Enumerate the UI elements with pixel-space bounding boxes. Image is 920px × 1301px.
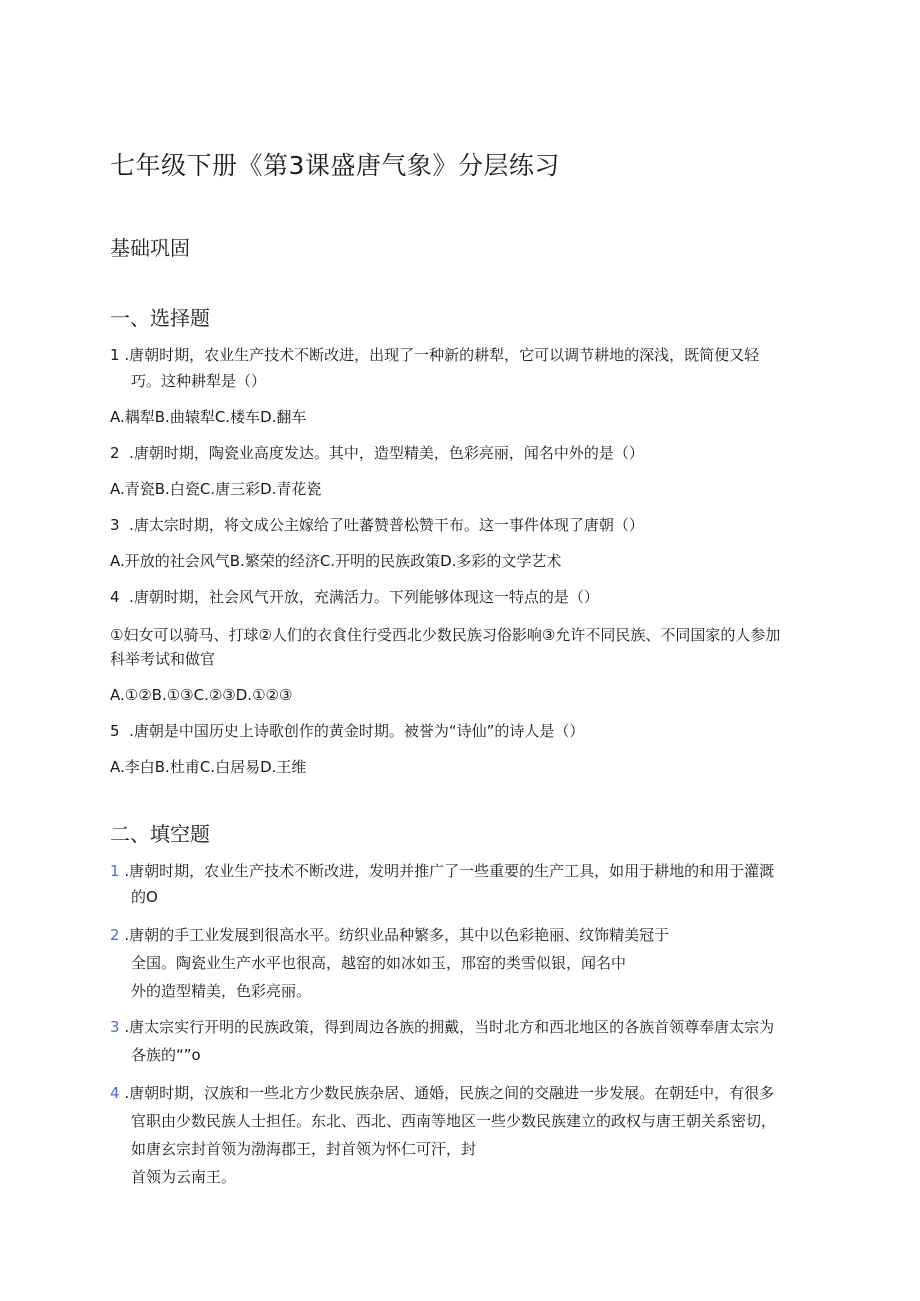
fill-question-2-cont-1: 全国。陶瓷业生产水平也很高，越窑的如冰如玉，邢窑的类雪似银，闻名中 bbox=[131, 954, 627, 972]
fill-question-1: 1 .唐朝时期，农业生产技术不断改进，发明并推广了一些重要的生产工具，如用于耕地的和用于灌溉 bbox=[110, 862, 775, 880]
choice-options-5: A.李白B.杜甫C.白居易D.王维 bbox=[110, 758, 307, 776]
choice-options-4: A.①②B.①③C.②③D.①②③ bbox=[110, 686, 293, 704]
fill-question-4-cont-3: 首领为云南王。 bbox=[131, 1168, 237, 1186]
fill-question-4-cont-1: 官职由少数民族人士担任。东北、西北、西南等地区一些少数民族建立的政权与唐王朝关系密切， bbox=[131, 1112, 777, 1130]
fill-question-2-cont-2: 外的造型精美，色彩亮丽。 bbox=[131, 982, 312, 1000]
fill-question-1-cont: 的O bbox=[131, 888, 158, 906]
choice-question-1-cont: 巧。这种耕犁是（） bbox=[131, 372, 267, 390]
choice-options-3: A.开放的社会风气B.繁荣的经济C.开明的民族政策D.多彩的文学艺术 bbox=[110, 552, 562, 570]
fill-question-4-cont-2: 如唐玄宗封首领为渤海郡王，封首领为怀仁可汗，封 bbox=[131, 1140, 477, 1158]
choice-question-2: 2 .唐朝时期，陶瓷业高度发达。其中，造型精美，色彩亮丽，闻名中外的是（） bbox=[110, 444, 644, 462]
section-fill-heading: 二、填空题 bbox=[110, 822, 210, 846]
fill-question-3: 3 .唐太宗实行开明的民族政策，得到周边各族的拥戴，当时北方和西北地区的各族首领尊奉唐太宗为 bbox=[110, 1018, 775, 1036]
choice-question-4-statements-cont: 科举考试和做官 bbox=[110, 650, 216, 668]
choice-question-4-statements: ①妇女可以骑马、打球②人们的衣食住行受西北少数民族习俗影响③允许不同民族、不同国家的人参加 bbox=[110, 626, 781, 644]
section-choice-heading: 一、选择题 bbox=[110, 306, 210, 330]
choice-question-5: 5 .唐朝是中国历史上诗歌创作的黄金时期。被誉为“诗仙”的诗人是（） bbox=[110, 722, 585, 740]
choice-options-1: A.耦犁B.曲辕犁C.楼车D.翻车 bbox=[110, 408, 307, 426]
fill-question-3-cont: 各族的“”o bbox=[131, 1046, 201, 1064]
fill-question-2: 2 .唐朝的手工业发展到很高水平。纺织业品种繁多，其中以色彩艳丽、纹饰精美冠于 bbox=[110, 926, 670, 944]
choice-options-2: A.青瓷B.白瓷C.唐三彩D.青花瓷 bbox=[110, 480, 322, 498]
section-basic-heading: 基础巩固 bbox=[110, 236, 190, 260]
fill-question-4: 4 .唐朝时期，汉族和一些北方少数民族杂居、通婚，民族之间的交融进一步发展。在朝廷中，有很多 bbox=[110, 1084, 775, 1102]
choice-question-1: 1 .唐朝时期，农业生产技术不断改进，出现了一种新的耕犁，它可以调节耕地的深浅，既简便又轻 bbox=[110, 346, 760, 364]
choice-question-4: 4 .唐朝时期，社会风气开放，充满活力。下列能够体现这一特点的是（） bbox=[110, 588, 599, 606]
document-title: 七年级下册《第3课盛唐气象》分层练习 bbox=[110, 151, 560, 180]
choice-question-3: 3 .唐太宗时期，将文成公主嫁给了吐蕃赞普松赞干布。这一事件体现了唐朝（） bbox=[110, 516, 644, 534]
